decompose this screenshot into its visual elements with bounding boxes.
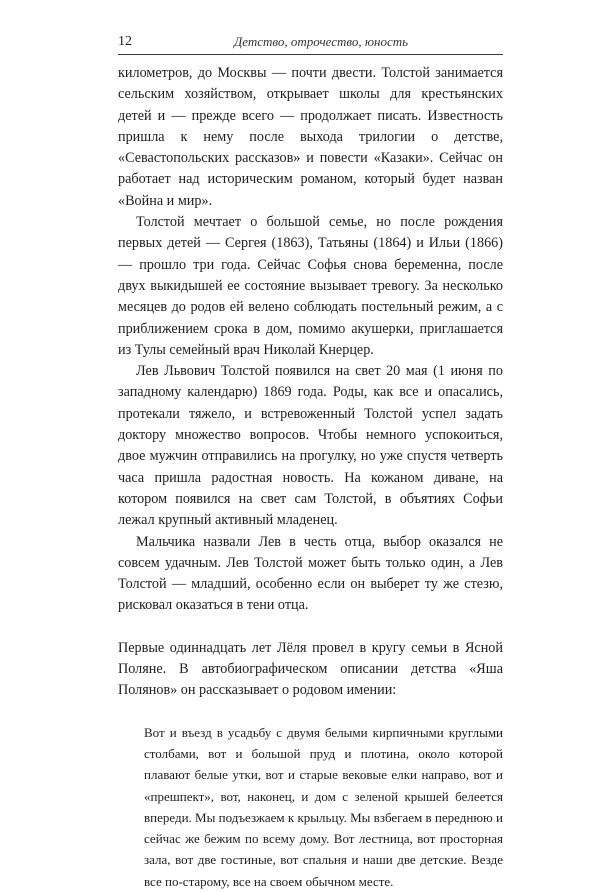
block-quote <box>144 722 503 892</box>
body-text <box>118 63 503 892</box>
running-title: Детство, отрочество, юность <box>234 34 409 49</box>
paragraph: Лев Львович Толстой появился на свет 20 мая (1 июня по западному календарю) 1869 года. Роды, как все и опасались, протекали тяжело, и встревоженный Толстой успел задать доктору множество вопросов. Чтобы немного успокоиться, двое мужчин отправились на прогулку, но уже спустя четверть часа пришла радостная новость. На кожаном диване, на котором появился на свет сам Толстой, в объятиях Софьи лежал крупный активный младенец. <box>118 363 503 529</box>
paragraph: Толстой мечтает о большой семье, но после рождения первых детей — Сергея (1863), Татьяны (1864) и Ильи (1866) — прошло три года. Сейчас Софья снова беременна, после двух выкидышей ее состояние вызывает тревогу. За несколько месяцев до родов ей велено соблюдать постельный режим, а с приближением срока в дом, помимо акушерки, приглашается из Тулы семейный врач Николай Кнерцер. <box>118 214 503 358</box>
section-opening-paragraph: Первые одиннадцать лет Лёля провел в кругу семьи в Ясной Поляне. В автобиографическом описании детства «Яша Полянов» он рассказывает о родовом имении: <box>118 639 503 699</box>
page-number: 12 <box>118 34 132 49</box>
paragraph: Мальчика назвали Лев в честь отца, выбор оказался не совсем удачным. Лев Толстой может быть только один, а Лев Толстой — младший, особенно если он выберет ту же стезю, рисковал оказаться в тени отца. <box>118 533 503 614</box>
paragraph: километров, до Москвы — почти двести. Толстой занимается сельским хозяйством, открывает школы для крестьянских детей и — прежде всего — продолжает писать. Известность пришла к нему после выхода трилогии о детстве, «Севастопольских рассказов» и повести «Казаки». Сейчас он работает над историческим романом, который будет назван «Война и мир». <box>118 65 503 209</box>
quote-paragraph: Вот и въезд в усадьбу с двумя белыми кирпичными круглыми столбами, вот и большой пруд и плотина, около которой плавают белые утки, вот и старые вековые елки направо, вот и «прешпект», вот, наконец, и дом с зеленой крышей белеется впереди. Мы подъезжаем к крыльцу. Мы взбегаем в переднюю и сейчас же бежим по всему дому. Вот лестница, вот просторная зала, вот две гостиные, вот спальня и наши две детские. Везде все по-старому, все на своем обычном месте. <box>144 724 503 889</box>
running-header <box>118 34 503 55</box>
